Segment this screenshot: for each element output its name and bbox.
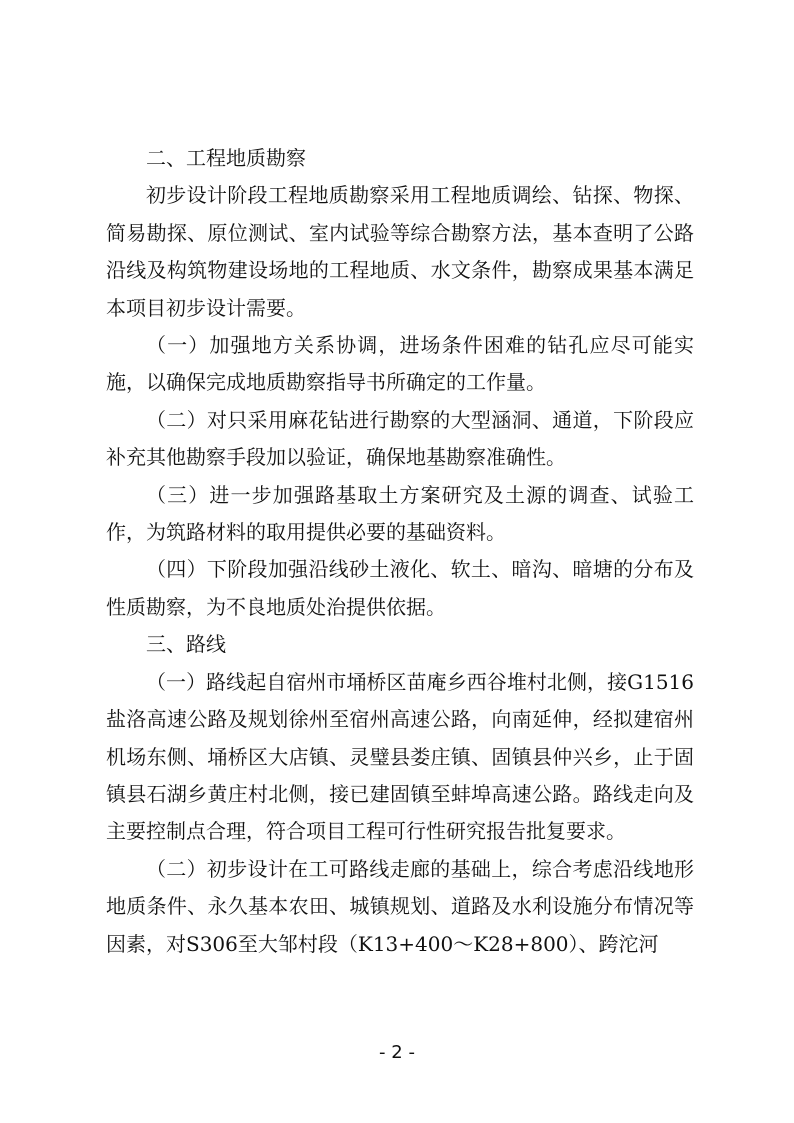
paragraph-geology-item-2: （二）对只采用麻花钻进行勘察的大型涵洞、通道，下阶段应补充其他勘察手段加以验证，确保地基勘察准确性。 — [106, 407, 694, 470]
document-body — [106, 140, 694, 963]
paragraph-geology-item-3: （三）进一步加强路基取土方案研究及土源的调查、试验工作，为筑路材料的取用提供必要的基础资料。 — [106, 482, 694, 545]
paragraph-route-item-2: （二）初步设计在工可路线走廊的基础上，综合考虑沿线地形地质条件、永久基本农田、城镇规划、道路及水利设施分布情况等因素，对S306至大邹村段（K13+400～K28+800）、跨沱河 — [106, 856, 694, 956]
paragraph-route-item-1: （一）路线起自宿州市埇桥区苗庵乡西谷堆村北侧，接G1516盐洛高速公路及规划徐州至宿州高速公路，向南延伸，经拟建宿州机场东侧、埇桥区大店镇、灵璧县娄庄镇、固镇县仲兴乡，止于固镇县石湖乡黄庄村北侧，接已建固镇至蚌埠高速公路。路线走向及主要控制点合理，符合项目工程可行性研究报告批复要求。 — [106, 669, 694, 844]
page-number: - 2 - — [379, 1042, 415, 1063]
section-heading-geology: 二、工程地质勘察 — [146, 146, 306, 170]
paragraph-geology-item-4: （四）下阶段加强沿线砂土液化、软土、暗沟、暗塘的分布及性质勘察，为不良地质处治提供依据。 — [106, 557, 694, 619]
section-heading-route: 三、路线 — [146, 632, 226, 657]
paragraph-geology-item-1: （一）加强地方关系协调，进场条件困难的钻孔应尽可能实施，以确保完成地质勘察指导书所确定的工作量。 — [106, 333, 694, 395]
paragraph-geology-intro: 初步设计阶段工程地质勘察采用工程地质调绘、钻探、物探、简易勘探、原位测试、室内试验等综合勘察方法，基本查明了公路沿线及构筑物建设场地的工程地质、水文条件，勘察成果基本满足本项目初步设计需要。 — [106, 183, 694, 320]
